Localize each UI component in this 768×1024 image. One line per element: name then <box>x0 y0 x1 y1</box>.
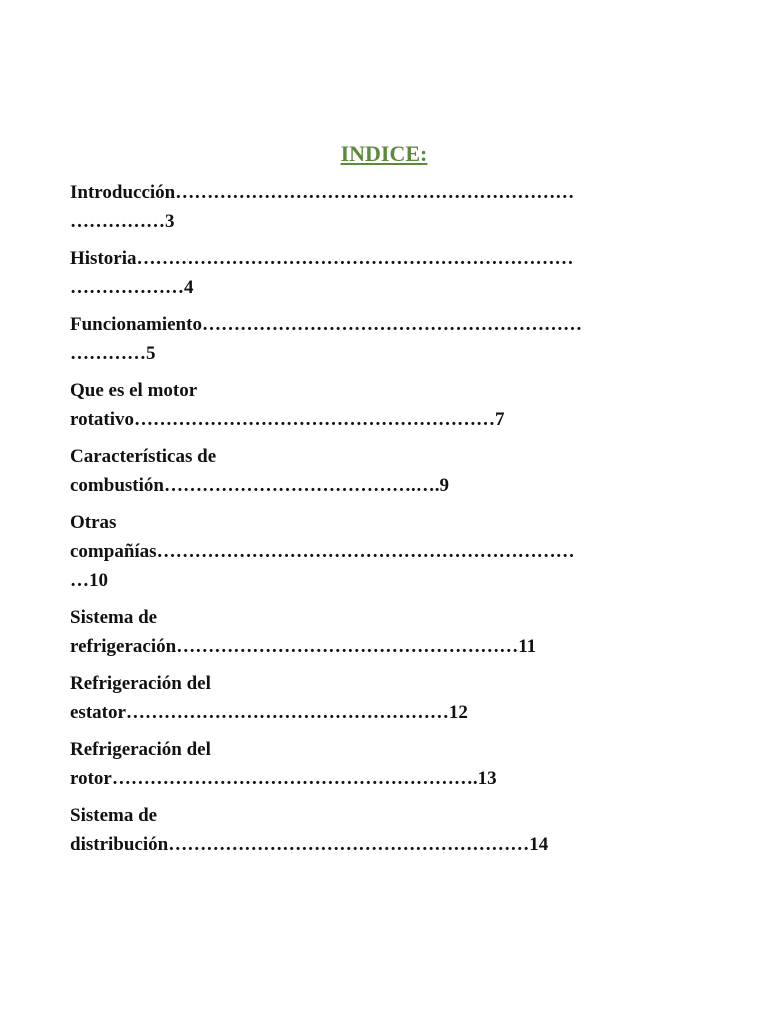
toc-line: Funcionamiento…………………………………………………… <box>70 314 582 335</box>
toc-entry-funcionamiento <box>70 310 700 368</box>
toc-line: Refrigeración del <box>70 739 211 760</box>
toc-line: rotativo…………………………………………………7 <box>70 409 505 430</box>
toc-entry-otras-companias <box>70 508 700 595</box>
toc-line: compañías………………………………………………………… <box>70 541 575 562</box>
toc-line: ………………4 <box>70 277 194 298</box>
toc-entry-refrigeracion-rotor <box>70 735 700 793</box>
toc-entry-motor-rotativo <box>70 376 700 434</box>
toc-line: distribución…………………………………………………14 <box>70 834 549 855</box>
toc-line: Sistema de <box>70 607 158 628</box>
toc-line: Historia…………………………………………………………… <box>70 248 574 269</box>
toc-line: Introducción……………………………………………………… <box>70 182 575 203</box>
toc-line: Refrigeración del <box>70 673 211 694</box>
toc-entry-sistema-refrigeracion <box>70 603 700 661</box>
toc-line: Sistema de <box>70 805 158 826</box>
toc-entry-refrigeracion-estator <box>70 669 700 727</box>
toc-entry-introduccion <box>70 178 700 236</box>
toc-entry-sistema-distribucion <box>70 801 700 859</box>
toc-line: ……………3 <box>70 211 175 232</box>
toc-line: combustión………………………………….….9 <box>70 475 449 496</box>
index-title: INDICE: <box>340 141 428 166</box>
toc-line: refrigeración………………………………………………11 <box>70 636 537 657</box>
toc-line: …………5 <box>70 343 156 364</box>
table-of-contents <box>70 178 700 867</box>
toc-entry-historia <box>70 244 700 302</box>
toc-entry-caracteristicas-combustion <box>70 442 700 500</box>
toc-line: Otras <box>70 512 117 533</box>
toc-line: …10 <box>70 570 108 591</box>
toc-line: Características de <box>70 446 217 467</box>
toc-line: estator……………………………………………12 <box>70 702 468 723</box>
toc-line: Que es el motor <box>70 380 198 401</box>
toc-line: rotor………………………………………………….13 <box>70 768 497 789</box>
